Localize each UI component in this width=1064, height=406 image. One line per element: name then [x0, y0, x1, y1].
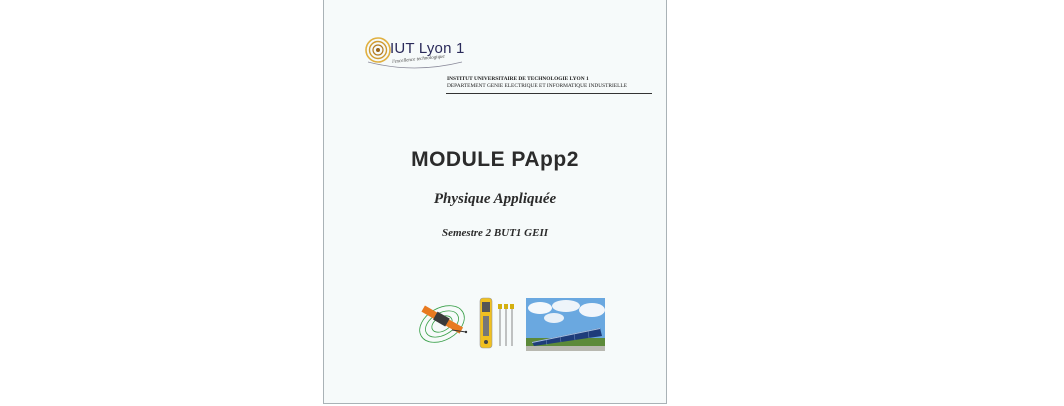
illustrations-strip	[416, 296, 606, 352]
document-title: MODULE PApp2	[411, 148, 579, 171]
document-subtitle: Physique Appliquée	[433, 191, 557, 207]
institution-header	[447, 76, 652, 90]
logo-name: IUT Lyon 1	[390, 40, 465, 57]
document-page	[323, 0, 667, 404]
header-divider	[446, 93, 652, 94]
logo-tagline: l'excellence technologique	[392, 54, 446, 65]
thermometer-probes-image	[474, 296, 524, 350]
current-clamp-sensor-image	[416, 296, 470, 350]
solar-panels-image	[526, 298, 605, 351]
institution-name: INSTITUT UNIVERSITAIRE DE TECHNOLOGIE LYON 1	[447, 76, 589, 82]
department-name: DEPARTEMENT GENIE ELECTRIQUE ET INFORMATIQUE INDUSTRIELLE	[447, 83, 627, 89]
semester-label: Semestre 2 BUT1 GEII	[441, 227, 549, 239]
iut-lyon-logo	[364, 36, 474, 76]
